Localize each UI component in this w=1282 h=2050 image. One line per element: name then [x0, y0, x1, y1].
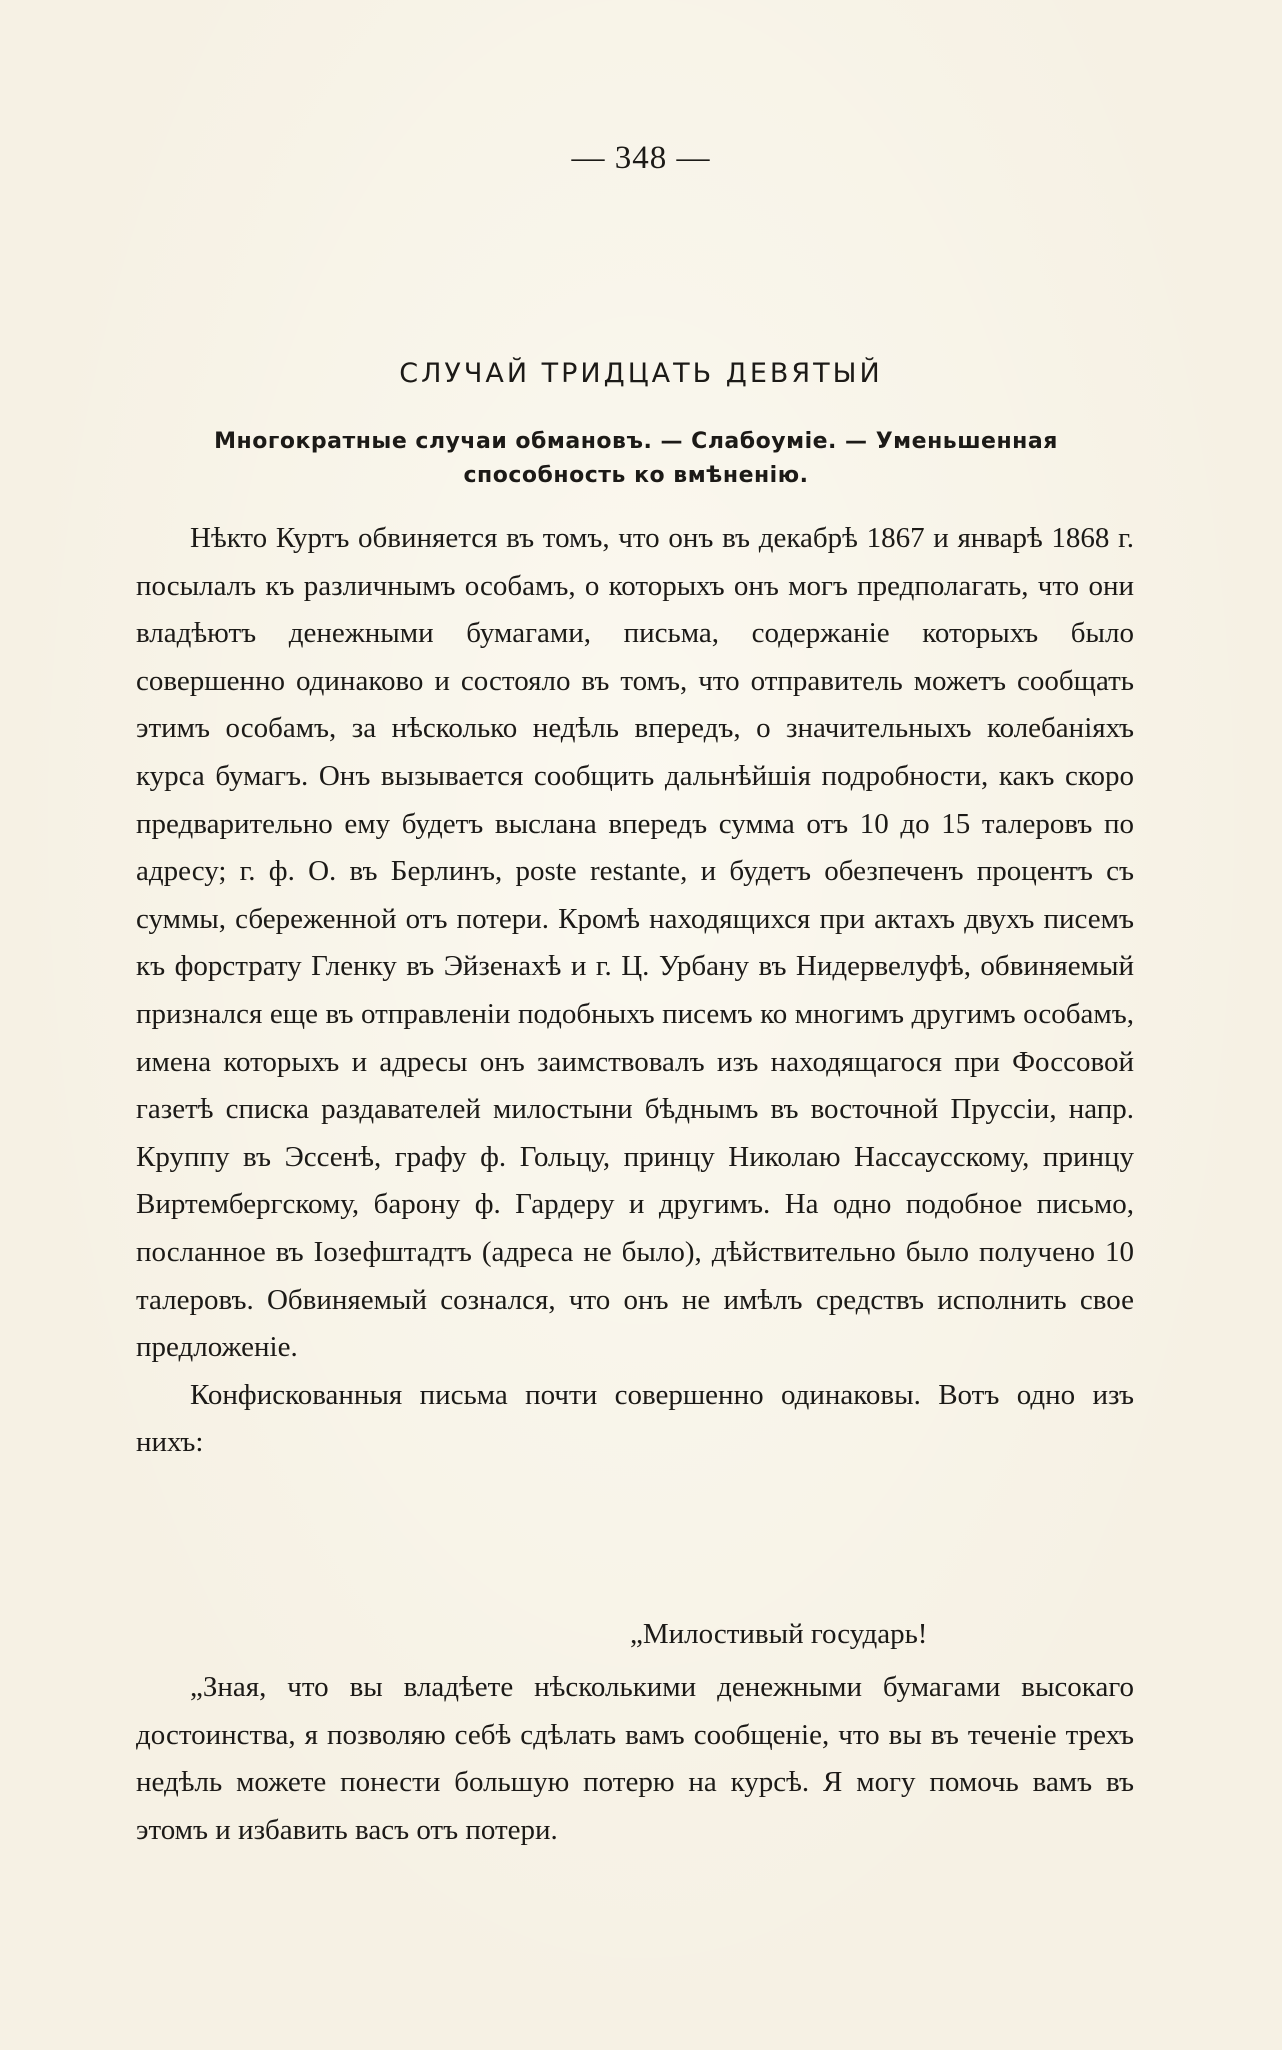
- letter-paragraph: „Зная, что вы владѣете нѣсколькими денежными бумагами высокаго достоинства, я позволяю себѣ сдѣлать вамъ сообщенiе, что вы въ теченiе трехъ недѣль можете понести большую потерю на курсѣ. Я могу помочь вамъ въ этомъ и избавить васъ отъ потери.: [136, 1671, 1134, 1846]
- chapter-subtitle: Многократные случаи обмановъ. — Слабоумiе. — Уменьшенная способность ко вмѣненiю.: [214, 429, 1058, 488]
- body-text: [136, 515, 1134, 1467]
- chapter-title: СЛУЧАЙ ТРИДЦАТЬ ДЕВЯТЫЙ: [399, 358, 883, 390]
- letter-salutation: „Милостивый государь!: [630, 1618, 928, 1650]
- paragraph: Нѣкто Куртъ обвиняется въ томъ, что онъ въ декабрѣ 1867 и январѣ 1868 г. посылалъ къ различнымъ особамъ, о которыхъ онъ могъ предполагать, что они владѣютъ денежными бумагами, письма, содержанiе которыхъ было совершенно одинаково и состояло въ томъ, что отправитель можетъ сообщать этимъ особамъ, за нѣсколько недѣль впередъ, о значительныхъ колебанiяхъ курса бумагъ. Онъ вызывается сообщить дальнѣйшiя подробности, какъ скоро предварительно ему будетъ выслана впередъ сумма отъ 10 до 15 талеровъ по адресу; г. ф. О. въ Берлинъ, poste restante, и будетъ обезпеченъ процентъ съ суммы, сбереженной отъ потери. Кромѣ находящихся при актахъ двухъ писемъ къ форстрату Гленку въ Эйзенахѣ и г. Ц. Урбану въ Нидервелуфѣ, обвиняемый признался еще въ отправленiи подобныхъ писемъ ко многимъ другимъ особамъ, имена которыхъ и адресы онъ заимствовалъ изъ находящагося при Фоссовой газетѣ списка раздавателей милостыни бѣднымъ въ восточной Пруссiи, напр. Круппу въ Эссенѣ, графу ф. Гольцу, принцу Николаю Нассаусскому, принцу Виртембергскому, барону ф. Гардеру и другимъ. На одно подобное письмо, посланное въ Iозефштадтъ (адреса не было), дѣйствительно было получено 10 талеровъ. Обвиняемый сознался, что онъ не имѣлъ средствъ исполнить свое предложенiе.: [136, 522, 1134, 1364]
- paragraph: Конфискованныя письма почти совершенно одинаковы. Вотъ одно изъ нихъ:: [136, 1378, 1134, 1459]
- letter-text: [136, 1664, 1134, 1854]
- page-number: — 348 —: [571, 140, 711, 176]
